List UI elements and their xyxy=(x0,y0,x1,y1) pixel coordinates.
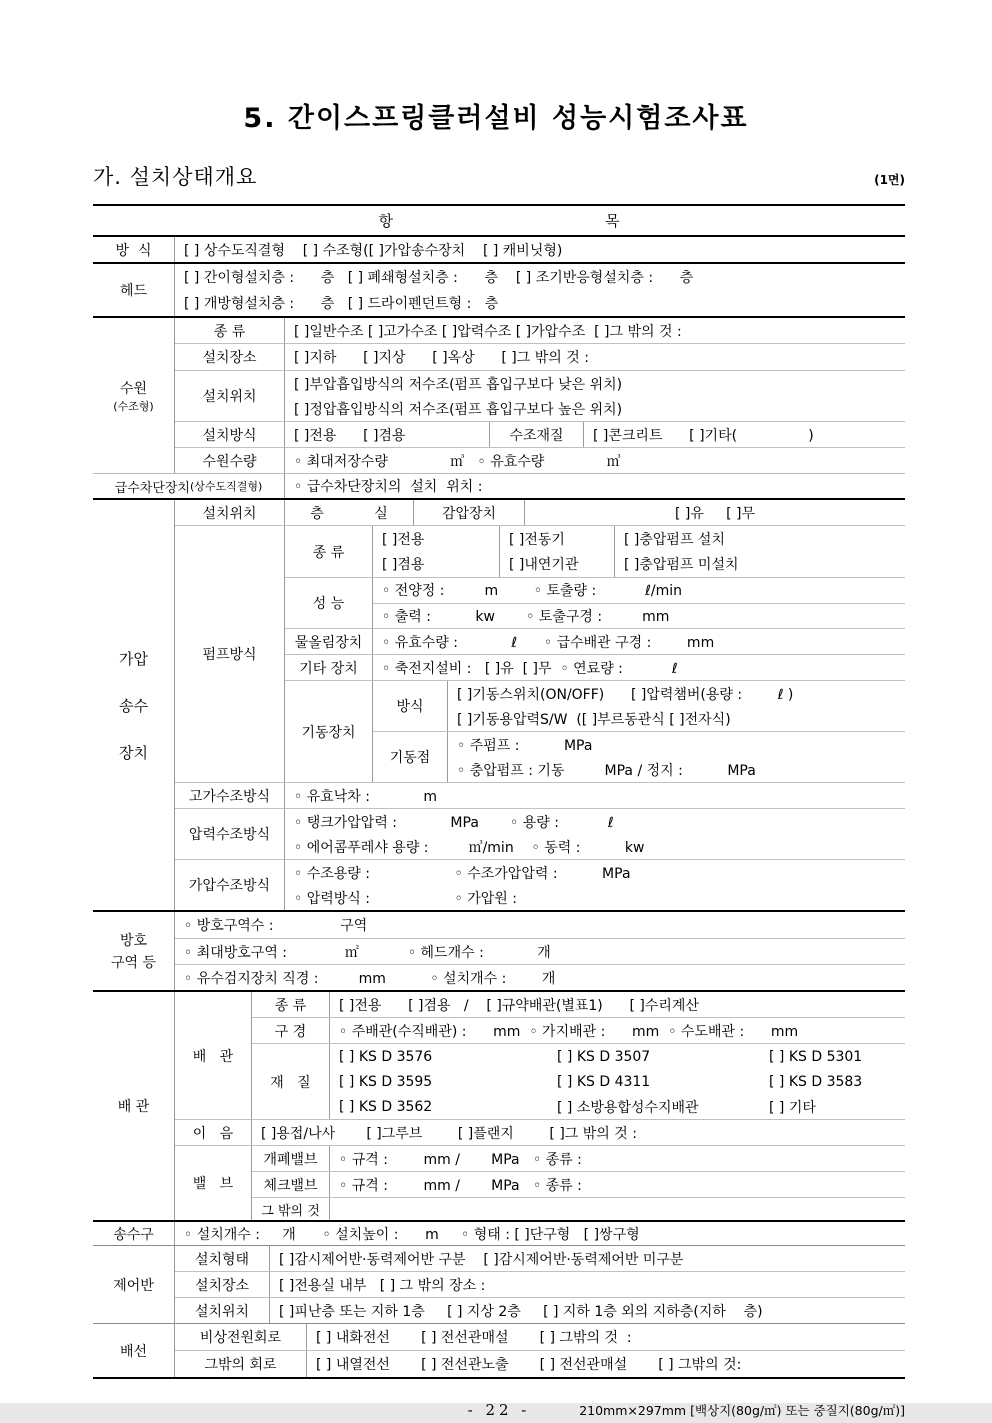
pump-label: 펌프방식 xyxy=(175,526,285,782)
starter-block xyxy=(285,680,905,782)
starter-point-line2: ◦ 충압펌프 : 기동 MPa / 정지 : MPa xyxy=(457,762,756,779)
starter-method-label: 방식 xyxy=(373,681,448,731)
starter-method-line1: [ ]기동스위치(ON/OFF) [ ]압력챔버(용량 : ℓ ) xyxy=(457,686,794,703)
piping-label: 배 관 xyxy=(93,992,175,1220)
pump-type-c2l1: [ ]전동기 xyxy=(509,531,565,548)
section-heading-row xyxy=(93,161,905,191)
pipe-material-line2: [ ] KS D 3595 [ ] KS D 4311 [ ] KS D 3583 xyxy=(339,1073,863,1090)
panel-place-label: 설치장소 xyxy=(175,1272,270,1297)
water-position-row xyxy=(175,370,905,421)
panel-position-content: [ ]피난층 또는 지하 1층 [ ] 지상 2층 [ ] 지하 1층 외의 지하층(지하 층) xyxy=(279,1303,763,1320)
tank-material-label: 수조재질 xyxy=(489,422,584,447)
priming-content: ◦ 유효수량 : ℓ ◦ 급수배관 구경 : mm xyxy=(382,634,715,651)
survey-form-table xyxy=(93,204,905,1379)
table-header-row xyxy=(93,206,905,235)
pump-type-c3l1: [ ]충압펌프 설치 xyxy=(624,531,725,548)
protection-line3: ◦ 유수검지장치 직경 : mm ◦ 설치개수 : 개 xyxy=(175,964,905,990)
panel-label: 제어반 xyxy=(93,1246,175,1323)
page-marker: (1면) xyxy=(874,173,905,187)
water-position-line2: [ ]정압흡입방식의 저수조(펌프 흡입구보다 높은 위치) xyxy=(294,401,623,418)
header-mok: 목 xyxy=(605,212,620,230)
wiring-other-content: [ ] 내열전선 [ ] 전선관노출 [ ] 전선관매설 [ ] 그밖의 것: xyxy=(316,1357,742,1373)
wiring-other-row xyxy=(175,1350,905,1377)
pressure-tank-line2: ◦ 에어콤푸레샤 용량 : ㎥/min ◦ 동력 : kw xyxy=(294,839,645,856)
water-cutoff-content: ◦ 급수차단장치의 설치 위치 : xyxy=(294,479,483,495)
starter-label: 기동장치 xyxy=(285,681,373,782)
elevated-tank-label: 고가수조방식 xyxy=(175,783,285,808)
pipe-block xyxy=(175,992,905,1119)
pipe-label: 배 관 xyxy=(175,992,252,1119)
starter-point-label: 기동점 xyxy=(373,732,448,782)
section-water-source xyxy=(93,316,905,473)
valve-check-content: ◦ 규격 : mm / MPa ◦ 종류 : xyxy=(339,1177,582,1194)
pipe-type-label: 종 류 xyxy=(252,992,330,1017)
decompressor-label: 감압장치 xyxy=(413,500,525,525)
pump-type-c1l1: [ ]전용 xyxy=(382,531,425,548)
valve-etc-label: 그 밖의 것 xyxy=(252,1198,330,1220)
pipe-material-row xyxy=(252,1043,905,1119)
method-label: 방 식 xyxy=(93,237,175,262)
section-piping xyxy=(93,990,905,1220)
pipe-material-line1: [ ] KS D 3576 [ ] KS D 3507 [ ] KS D 5301 xyxy=(339,1048,863,1065)
valve-onoff-row xyxy=(252,1146,905,1171)
row-head xyxy=(93,262,905,316)
water-type-label: 종 류 xyxy=(175,318,285,343)
panel-position-label: 설치위치 xyxy=(175,1298,270,1323)
protection-line2: ◦ 최대방호구역 : ㎡ ◦ 헤드개수 : 개 xyxy=(175,938,905,964)
pipe-diameter-label: 구 경 xyxy=(252,1018,330,1043)
valve-onoff-label: 개폐밸브 xyxy=(252,1146,330,1171)
joint-content: [ ]용접/나사 [ ]그루브 [ ]플랜지 [ ]그 밖의 것 : xyxy=(261,1125,637,1142)
water-quantity-content: ◦ 최대저장수량 ㎥ ◦ 유효수량 ㎥ xyxy=(294,453,621,470)
protection-line1: ◦ 방호구역수 : 구역 xyxy=(184,918,368,934)
valve-block xyxy=(175,1145,905,1220)
panel-form-content: [ ]감시제어반·동력제어반 구분 [ ]감시제어반·동력제어반 미구분 xyxy=(279,1251,684,1268)
footer-page-number: - 22 - xyxy=(467,1401,531,1419)
pressurized-tank-line2: ◦ 압력방식 : ◦ 가압원 : xyxy=(294,890,517,907)
section-protection xyxy=(93,910,905,990)
water-type-row xyxy=(175,318,905,343)
section-wiring xyxy=(93,1323,905,1377)
priming-row xyxy=(285,628,905,654)
row-water-cutoff xyxy=(93,473,905,498)
starter-point-row xyxy=(373,731,905,782)
section-pressurizer xyxy=(93,498,905,910)
valve-label: 밸 브 xyxy=(175,1146,252,1220)
wiring-other-label: 그밖의 회로 xyxy=(175,1351,307,1377)
water-position-label: 설치위치 xyxy=(175,371,285,421)
page-footer xyxy=(93,1401,905,1423)
valve-check-row xyxy=(252,1171,905,1197)
priming-label: 물올림장치 xyxy=(285,629,373,654)
pipe-material-label: 재 질 xyxy=(252,1044,330,1119)
pump-block xyxy=(175,525,905,782)
valve-etc-content xyxy=(330,1198,905,1220)
pump-etc-label: 기타 장치 xyxy=(285,655,373,680)
wiring-emergency-label: 비상전원회로 xyxy=(175,1324,307,1350)
joint-label: 이 음 xyxy=(175,1120,252,1145)
elevated-tank-content: ◦ 유효낙차 : m xyxy=(294,788,438,805)
pressurizer-label: 가압 송수 장치 xyxy=(93,500,175,910)
pressure-tank-row xyxy=(175,808,905,859)
pressure-tank-label: 압력수조방식 xyxy=(175,809,285,859)
pressure-tank-line1: ◦ 탱크가압압력 : MPa ◦ 용량 : ℓ xyxy=(294,814,614,831)
wiring-emergency-row xyxy=(175,1324,905,1350)
water-install-method-cell1: [ ]전용 [ ]겸용 xyxy=(294,427,406,444)
water-source-label: 수원 (수조형) xyxy=(93,318,175,473)
water-place-content: [ ]지하 [ ]지상 [ ]옥상 [ ]그 밖의 것 : xyxy=(294,350,589,366)
section-panel xyxy=(93,1245,905,1323)
water-place-label: 설치장소 xyxy=(175,344,285,370)
pump-type-c2l2: [ ]내연기관 xyxy=(509,556,579,573)
panel-form-label: 설치형태 xyxy=(175,1246,270,1271)
tank-material-content: [ ]콘크리트 [ ]기타( ) xyxy=(593,427,814,444)
wiring-label: 배선 xyxy=(93,1324,175,1377)
head-line1: [ ] 간이형설치층 : 층 [ ] 폐쇄형설치층 : 층 [ ] 조기반응형설치층 : 층 xyxy=(184,270,694,286)
water-quantity-row xyxy=(175,447,905,473)
pump-etc-content: ◦ 축전지설비 : [ ]유 [ ]무 ◦ 연료량 : ℓ xyxy=(382,660,678,677)
footer-paper-note: 210mm×297mm [백상지(80g/㎡) 또는 중질지(80g/㎡)] xyxy=(579,1403,905,1418)
pump-performance-line1: ◦ 전양정 : m ◦ 토출량 : ℓ/min xyxy=(382,583,683,600)
pump-performance-label: 성 능 xyxy=(285,578,373,628)
pipe-type-row xyxy=(252,992,905,1017)
header-hang: 항 xyxy=(378,212,393,230)
panel-form-row xyxy=(175,1246,905,1271)
pump-type-row xyxy=(285,526,905,577)
row-method xyxy=(93,235,905,262)
water-place-row xyxy=(175,343,905,370)
water-install-method-row xyxy=(175,421,905,447)
valve-etc-row xyxy=(252,1197,905,1220)
pump-type-c1l2: [ ]겸용 xyxy=(382,556,425,573)
pipe-type-content: [ ]전용 [ ]겸용 / [ ]규약배관(별표1) [ ]수리계산 xyxy=(339,997,699,1014)
head-label: 헤드 xyxy=(93,264,175,316)
pressurized-tank-label: 가압수조방식 xyxy=(175,860,285,910)
water-quantity-label: 수원수량 xyxy=(175,448,285,473)
water-type-content: [ ]일반수조 [ ]고가수조 [ ]압력수조 [ ]가압수조 [ ]그 밖의 것 : xyxy=(294,323,682,340)
pump-performance-line2: ◦ 출력 : kw ◦ 토출구경 : mm xyxy=(373,603,905,629)
water-position-line1: [ ]부압흡입방식의 저수조(펌프 흡입구보다 낮은 위치) xyxy=(294,376,623,393)
panel-position-row xyxy=(175,1297,905,1323)
pump-etc-row xyxy=(285,654,905,680)
water-install-method-label: 설치방식 xyxy=(175,422,285,447)
protection-label: 방호 구역 등 xyxy=(93,912,175,990)
method-content: [ ] 상수도직결형 [ ] 수조형([ ]가압송수장치 [ ] 캐비닛형) xyxy=(184,242,563,259)
row-inlet xyxy=(93,1220,905,1245)
wiring-emergency-content: [ ] 내화전선 [ ] 전선관매설 [ ] 그밖의 것 : xyxy=(316,1330,632,1346)
pump-type-c3l2: [ ]충압펌프 미설치 xyxy=(624,556,739,573)
pipe-material-line3: [ ] KS D 3562 [ ] 소방용합성수지배관 [ ] 기타 xyxy=(339,1098,816,1116)
panel-place-row xyxy=(175,1271,905,1297)
starter-point-line1: ◦ 주펌프 : MPa xyxy=(457,737,593,754)
starter-method-row xyxy=(373,681,905,731)
pressurizer-position-label: 설치위치 xyxy=(175,500,285,525)
head-line2: [ ] 개방형설치층 : 층 [ ] 드라이펜던트형 : 층 xyxy=(184,296,499,312)
pressurizer-position-row xyxy=(175,500,905,525)
pump-performance-row xyxy=(285,577,905,628)
starter-method-line2: [ ]기동용압력S/W ([ ]부르동관식 [ ]전자식) xyxy=(457,711,731,728)
decompressor-yn: [ ]유 [ ]무 xyxy=(674,505,756,522)
inlet-content: ◦ 설치개수 : 개 ◦ 설치높이 : m ◦ 형태 : [ ]단구형 [ ]쌍구형 xyxy=(184,1226,640,1243)
valve-onoff-content: ◦ 규격 : mm / MPa ◦ 종류 : xyxy=(339,1151,582,1168)
pump-type-label: 종 류 xyxy=(285,526,373,577)
pressurizer-floor-room-cell: 층 실 xyxy=(310,505,388,522)
panel-place-content: [ ]전용실 내부 [ ] 그 밖의 장소 : xyxy=(279,1277,486,1294)
valve-check-label: 체크밸브 xyxy=(252,1172,330,1197)
pressurized-tank-line1: ◦ 수조용량 : ◦ 수조가압압력 : MPa xyxy=(294,865,631,882)
elevated-tank-row xyxy=(175,782,905,808)
pipe-diameter-content: ◦ 주배관(수직배관) : mm ◦ 가지배관 : mm ◦ 수도배관 : mm xyxy=(339,1023,799,1040)
page-title: 5. 간이스프링클러설비 성능시험조사표 xyxy=(243,103,749,134)
inlet-label: 송수구 xyxy=(93,1222,175,1245)
pipe-diameter-row xyxy=(252,1017,905,1043)
joint-row xyxy=(175,1119,905,1145)
water-cutoff-label: 급수차단장치 (상수도직결형) xyxy=(93,474,285,498)
pressurized-tank-row xyxy=(175,859,905,910)
section-heading: 가. 설치상태개요 xyxy=(93,165,258,189)
